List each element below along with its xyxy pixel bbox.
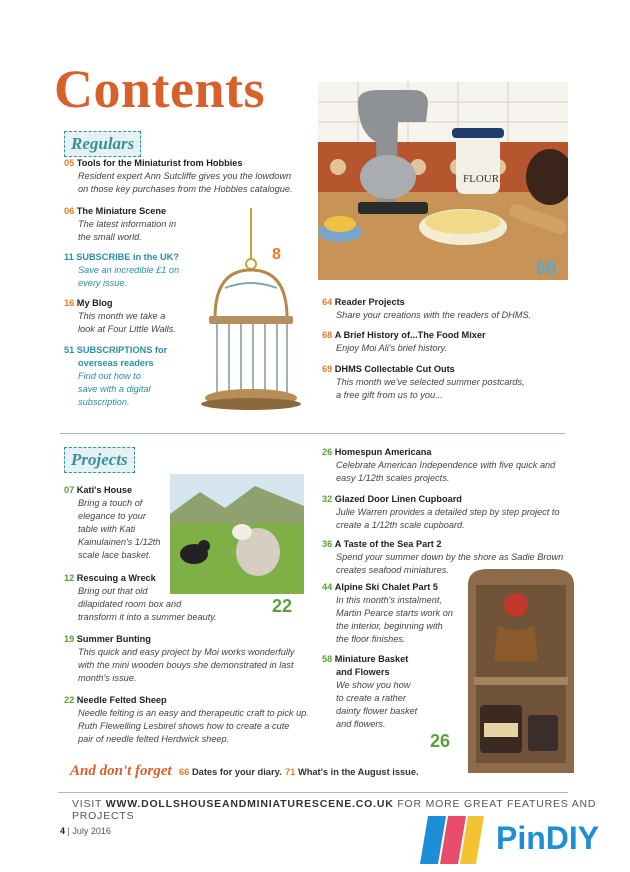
dont-forget-item-66[interactable]: 66 Dates for your diary. — [179, 767, 282, 777]
toc-entry-16[interactable]: 16 My Blog This month we take a look at Four Little Walls. — [64, 298, 176, 334]
toc-entry-11[interactable]: 11 SUBSCRIBE in the UK? Save an incredible £1 on every issue. — [64, 252, 180, 288]
toc-entry-36[interactable]: 36 A Taste of the Sea Part 2 Spend your summer down by the shore as Sadie Brown creates seafood miniatures. — [322, 539, 564, 575]
section-divider — [60, 433, 565, 434]
pindiy-watermark — [418, 812, 628, 868]
mixer-page-number: 68 — [536, 258, 557, 278]
birdcage-page-number: 8 — [272, 246, 281, 263]
regulars-section-tag: Regulars — [64, 131, 141, 157]
toc-entry-06[interactable]: 06 The Miniature Scene The latest information in the small world. — [64, 206, 177, 242]
toc-entry-12[interactable]: 12 Rescuing a Wreck Bring out that old dilapidated room box and transform it into a summer beauty. — [64, 573, 217, 622]
toc-entry-05[interactable]: 05 Tools for the Miniaturist from Hobbies Resident expert Ann Sutcliffe gives you the lowdown on those key purchases from the Hobbies catalogue. — [64, 158, 293, 194]
flour-label: FLOUR — [463, 173, 500, 185]
toc-entry-68[interactable]: 68 A Brief History of...The Food Mixer Enjoy Moi Ali's brief history. — [322, 330, 486, 353]
dont-forget-label: And don't forget — [70, 763, 172, 779]
americana-cupboard-image — [458, 565, 582, 777]
sheep-photo — [170, 474, 304, 594]
toc-entry-51[interactable]: 51 SUBSCRIPTIONS for overseas readers Find out how to save with a digital subscription. — [64, 345, 168, 407]
toc-entry-69[interactable]: 69 DHMS Collectable Cut Outs This month we've selected summer postcards, a free gift from us to you... — [322, 364, 525, 400]
toc-entry-22[interactable]: 22 Needle Felted Sheep Needle felting is an easy and therapeutic craft to pick up. Ruth Flewelling Lesbirel shows how to create a cute pair of needle felted Herdwick sheep. — [64, 695, 309, 744]
page-title: Contents — [54, 59, 266, 119]
pindiy-logo-icon — [418, 816, 488, 866]
dont-forget-item-71[interactable]: 71 What's in the August issue. — [285, 767, 419, 777]
projects-section-tag: Projects — [64, 447, 135, 473]
sheep-page-number: 22 — [272, 596, 293, 616]
toc-entry-44[interactable]: 44 Alpine Ski Chalet Part 5 In this month's instalment, Martin Pearce starts work on the interior, beginning with the floor finishes. — [322, 582, 453, 644]
page-folio: 4 | July 2016 — [60, 826, 111, 836]
cupboard-page-number: 26 — [430, 731, 451, 751]
toc-entry-64[interactable]: 64 Reader Projects Share your creations with the readers of DHMS. — [322, 297, 532, 320]
toc-entry-19[interactable]: 19 Summer Bunting This quick and easy project by Moi works wonderfully with the mini wooden bouys she demonstrated in last month's issue. — [64, 634, 295, 683]
footer-website-link[interactable]: WWW.DOLLSHOUSEANDMINIATURESCENE.CO.UK — [105, 798, 394, 810]
footer-website-promo[interactable]: VISIT WWW.DOLLSHOUSEANDMINIATURESCENE.CO.UK FOR MORE GREAT FEATURES AND PROJECTS — [72, 798, 597, 822]
birdcage-image — [195, 208, 315, 414]
toc-entry-07[interactable]: 07 Kati's House Bring a touch of elegance to your table with Kati Kainulainen's 1/12th scale lace basket. — [64, 485, 161, 560]
toc-entry-58[interactable]: 58 Miniature Basket and Flowers We show you how to create a rather dainty flower basket and flowers. — [322, 654, 418, 729]
footer-rule — [58, 792, 568, 793]
food-mixer-photo — [318, 82, 568, 280]
pindiy-watermark-text: PinDIY — [496, 820, 600, 856]
toc-entry-32[interactable]: 32 Glazed Door Linen Cupboard Julie Warren provides a detailed step by step project to create a 1/12th scale cupboard. — [322, 494, 560, 530]
toc-entry-26[interactable]: 26 Homespun Americana Celebrate American Independence with five quick and easy 1/12th scales projects. — [322, 447, 556, 483]
